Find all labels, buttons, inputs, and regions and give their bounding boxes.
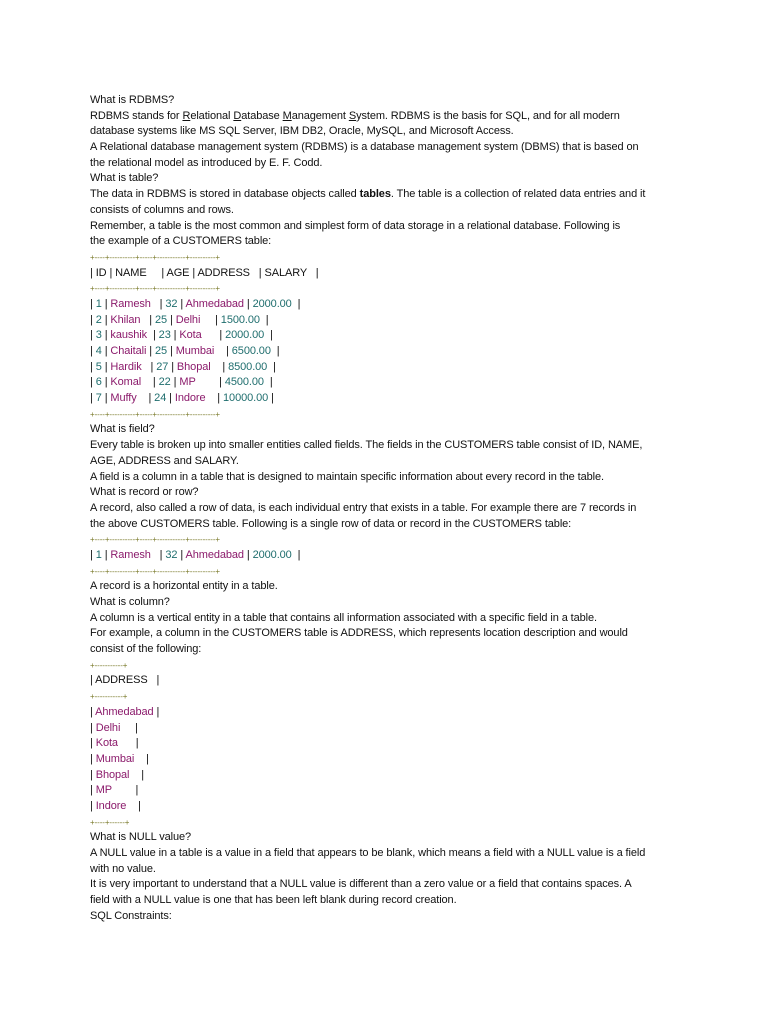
field-definition: A field is a column in a table that is designed to maintain specific information about every record in the table.: [90, 470, 604, 483]
cell-age: 25: [155, 313, 168, 326]
null-line-2: with no value.: [90, 862, 156, 875]
cell-id: 6: [95, 376, 102, 389]
record-border-bottom: +----+----------+-----+-----------+----------+: [90, 566, 220, 576]
cell-id: 1: [95, 548, 102, 561]
column-header: | ADDRESS |: [90, 674, 160, 687]
rdbms-definition-line-2: database systems like MS SQL Server, IBM DB2, Oracle, MySQL, and Microsoft Access.: [90, 125, 514, 138]
cell-address: MP: [179, 376, 196, 389]
record-border-top: +----+----------+-----+-----------+----------+: [90, 535, 220, 545]
underlined-letter-r: R: [182, 109, 191, 122]
text: ystem. RDBMS is the basis for SQL, and for all modern: [356, 109, 620, 122]
cell-age: 27: [156, 360, 169, 373]
cell-age: 32: [165, 297, 178, 310]
address-cell: MP: [95, 784, 112, 797]
cell-id: 4: [95, 345, 102, 357]
cell-name: Khilan: [110, 313, 141, 326]
remember-line-2: the example of a CUSTOMERS table:: [90, 235, 272, 248]
cell-salary: 2000.00: [225, 329, 265, 342]
rdbms-relational-line-1: A Relational database management system (RDBMS) is a database management system (DBMS) that is based on: [90, 141, 639, 154]
customers-table-rows: [90, 297, 690, 407]
document-body: [90, 93, 690, 924]
cell-name: Ramesh: [110, 297, 151, 310]
cell-name: Muffy: [110, 392, 137, 405]
cell-id: 2: [95, 313, 102, 326]
table-definition-line-1: [90, 187, 690, 203]
null-important-line-2: field with a NULL value is one that has been left blank during record creation.: [90, 894, 457, 907]
cell-age: 32: [165, 548, 178, 561]
null-important-line-1: It is very important to understand that a NULL value is different than a zero value or a field that contains spaces. A: [90, 878, 632, 891]
record-horizontal: A record is a horizontal entity in a table.: [90, 580, 278, 593]
text: The data in RDBMS is stored in database objects called: [90, 188, 360, 201]
address-cell-row: | Delhi |: [90, 721, 138, 734]
record-line-2: the above CUSTOMERS table. Following is a single row of data or record in the CUSTOMERS table:: [90, 517, 572, 530]
cell-address: Ahmedabad: [185, 548, 244, 561]
table-row: | 1 | Ramesh | 32 | Ahmedabad | 2000.00 |: [90, 297, 301, 310]
cell-salary: 8500.00: [228, 360, 268, 373]
text: elational: [190, 109, 234, 122]
heading-what-is-column: What is column?: [90, 596, 170, 608]
heading-what-is-table: What is table?: [90, 172, 159, 185]
cell-id: 7: [95, 392, 102, 405]
table-border-top: +----+----------+-----+-----------+----------+: [90, 252, 220, 262]
table-row: | 4 | Chaitali | 25 | Mumbai | 6500.00 |: [90, 345, 280, 357]
cell-address: Ahmedabad: [185, 297, 244, 310]
cell-id: 1: [95, 297, 102, 310]
underlined-letter-d: D: [233, 109, 242, 122]
address-column-values: [90, 705, 690, 815]
column-border-top: +-----------+: [90, 660, 128, 670]
column-definition: A column is a vertical entity in a table that contains all information associated with a specific field in a table.: [90, 611, 597, 624]
field-line-2: AGE, ADDRESS and SALARY.: [90, 454, 239, 467]
cell-age: 25: [154, 345, 168, 357]
heading-what-is-null: What is NULL value?: [90, 831, 192, 844]
address-cell-row: | Mumbai |: [90, 752, 149, 765]
address-cell-row: | Kota |: [90, 737, 139, 750]
heading-what-is-field: What is field?: [90, 423, 155, 436]
rdbms-definition-line-1: [90, 109, 690, 125]
table-row: | 5 | Hardik | 27 | Bhopal | 8500.00 |: [90, 360, 276, 373]
cell-salary: 10000.00: [223, 392, 269, 405]
cell-name: Hardik: [110, 360, 142, 373]
cell-age: 22: [158, 376, 171, 389]
cell-address: Indore: [174, 392, 206, 405]
cell-name: kaushik: [110, 329, 148, 342]
cell-id: 3: [95, 329, 102, 342]
remember-line-1: Remember, a table is the most common and simplest form of data storage in a relational database. Following is: [90, 219, 621, 232]
record-line-1: A record, also called a row of data, is each individual entry that exists in a table. For example there are 7 records in: [90, 501, 637, 514]
table-row: | 3 | kaushik | 23 | Kota | 2000.00 |: [90, 329, 273, 342]
heading-what-is-rdbms: What is RDBMS?: [90, 94, 175, 106]
cell-age: 24: [154, 392, 167, 405]
table-definition-line-2: consists of columns and rows.: [90, 203, 234, 216]
address-cell: Ahmedabad: [95, 705, 154, 718]
field-line-1: Every table is broken up into smaller entities called fields. The fields in the CUSTOMERS table consist of ID, NAME,: [90, 439, 643, 452]
table-header-row: | ID | NAME | AGE | ADDRESS | SALARY |: [90, 266, 319, 279]
underlined-letter-m: M: [282, 109, 292, 122]
address-cell-row: | Ahmedabad |: [90, 705, 160, 718]
cell-address: Bhopal: [176, 360, 211, 373]
address-cell: Bhopal: [95, 768, 130, 781]
cell-id: 5: [95, 360, 102, 373]
address-cell-row: | MP |: [90, 784, 139, 797]
heading-sql-constraints: SQL Constraints:: [90, 909, 172, 922]
cell-salary: 4500.00: [224, 376, 264, 389]
cell-salary: 2000.00: [252, 548, 292, 561]
column-example-line-1: For example, a column in the CUSTOMERS table is ADDRESS, which represents location description and would: [90, 627, 628, 640]
cell-salary: 6500.00: [231, 345, 271, 357]
heading-what-is-record: What is record or row?: [90, 486, 199, 499]
address-cell: Mumbai: [95, 752, 135, 765]
address-cell: Indore: [95, 799, 127, 812]
text: RDBMS stands for: [90, 109, 183, 122]
cell-address: Delhi: [175, 313, 201, 326]
cell-name: Komal: [110, 376, 142, 389]
column-border-bottom: +----+------+: [90, 817, 130, 827]
cell-address: Kota: [179, 329, 202, 342]
cell-address: Mumbai: [175, 345, 215, 357]
column-example-line-2: consist of the following:: [90, 643, 202, 656]
text: anagement: [291, 109, 349, 122]
table-border-bottom: +----+----------+-----+-----------+----------+: [90, 409, 220, 419]
column-border-mid: +-----------+: [90, 692, 128, 702]
cell-name: Ramesh: [110, 548, 151, 561]
table-row: | 6 | Komal | 22 | MP | 4500.00 |: [90, 376, 273, 389]
record-row: | 1 | Ramesh | 32 | Ahmedabad | 2000.00 |: [90, 548, 301, 561]
text: . The table is a collection of related data entries and it: [390, 188, 646, 201]
table-row: | 2 | Khilan | 25 | Delhi | 1500.00 |: [90, 313, 269, 326]
single-record-row: [90, 548, 690, 564]
address-cell-row: | Indore |: [90, 799, 141, 812]
table-row: | 7 | Muffy | 24 | Indore | 10000.00 |: [90, 392, 274, 405]
cell-salary: 1500.00: [220, 313, 260, 326]
address-cell: Delhi: [95, 721, 121, 734]
table-border-mid: +----+----------+-----+-----------+----------+: [90, 284, 220, 294]
null-line-1: A NULL value in a table is a value in a field that appears to be blank, which means a field with a NULL value is a field: [90, 847, 646, 859]
cell-age: 23: [158, 329, 171, 342]
address-cell: Kota: [95, 737, 118, 750]
cell-name: Chaitali: [110, 345, 147, 357]
bold-tables: tables: [359, 188, 391, 201]
rdbms-relational-line-2: the relational model as introduced by E. F. Codd.: [90, 156, 323, 169]
underlined-letter-s: S: [348, 109, 357, 122]
text: atabase: [241, 109, 283, 122]
cell-salary: 2000.00: [252, 297, 292, 310]
address-cell-row: | Bhopal |: [90, 768, 144, 781]
